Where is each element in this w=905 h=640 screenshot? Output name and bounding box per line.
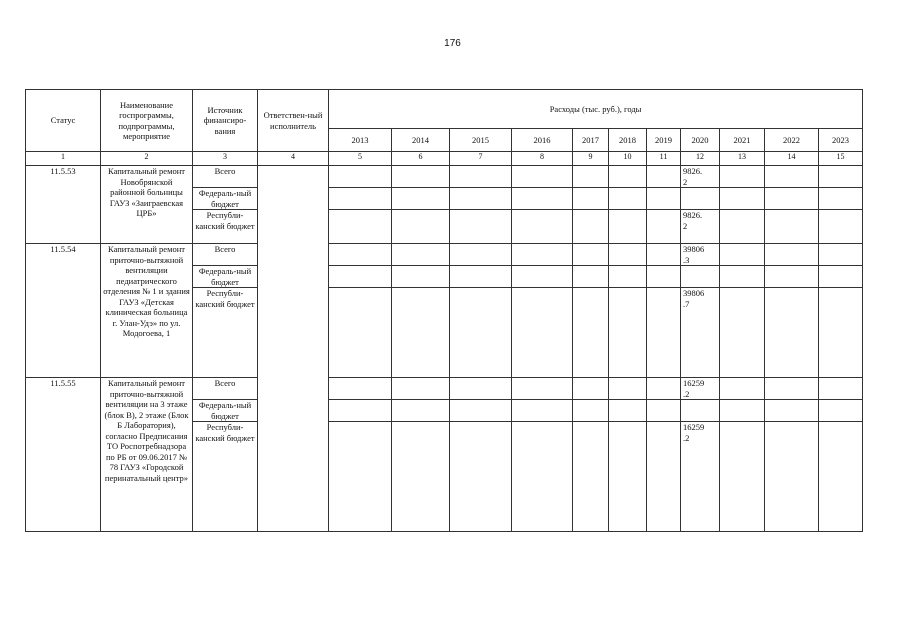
table-row: [26, 244, 863, 266]
header-responsible: Ответствен-ный исполнитель: [258, 90, 329, 152]
value-2020-cell: [681, 266, 720, 288]
value-cell: [512, 244, 573, 266]
value-cell: [647, 266, 681, 288]
header-year: 2022: [765, 129, 819, 152]
column-number: 5: [329, 152, 392, 166]
value-cell: [512, 288, 573, 378]
header-name: Наименование госпрограммы, подпрограммы, мероприятие: [101, 90, 193, 152]
value-cell: [819, 378, 863, 400]
value-cell: [512, 210, 573, 244]
value-cell: [512, 422, 573, 532]
value-cell: [573, 166, 609, 188]
value-cell: [609, 288, 647, 378]
value-cell: [720, 266, 765, 288]
value-cell: [609, 210, 647, 244]
value-cell: [450, 266, 512, 288]
value-cell: [647, 210, 681, 244]
value-cell: [609, 266, 647, 288]
column-number: 11: [647, 152, 681, 166]
value-cell: [573, 266, 609, 288]
value-cell: [765, 244, 819, 266]
value-cell: [609, 378, 647, 400]
source-cell: Всего: [193, 244, 258, 266]
value-cell: [765, 188, 819, 210]
value-cell: [819, 244, 863, 266]
status-cell: 11.5.55: [26, 378, 101, 532]
source-cell: Федераль-ный бюджет: [193, 400, 258, 422]
value-2020-cell: 39806 .3: [681, 244, 720, 266]
header-year: 2021: [720, 129, 765, 152]
value-cell: [329, 244, 392, 266]
value-cell: [512, 400, 573, 422]
column-number: 15: [819, 152, 863, 166]
value-cell: [392, 400, 450, 422]
value-cell: [819, 188, 863, 210]
value-cell: [609, 422, 647, 532]
column-number: 14: [765, 152, 819, 166]
value-2020-cell: [681, 400, 720, 422]
value-cell: [765, 378, 819, 400]
source-cell: Республи-канский бюджет: [193, 210, 258, 244]
value-2020-cell: 16259 .2: [681, 422, 720, 532]
value-2020-cell: 39806 .7: [681, 288, 720, 378]
value-cell: [329, 400, 392, 422]
value-cell: [450, 244, 512, 266]
column-number: 3: [193, 152, 258, 166]
value-cell: [573, 422, 609, 532]
value-cell: [647, 166, 681, 188]
value-cell: [512, 266, 573, 288]
value-cell: [647, 422, 681, 532]
value-cell: [819, 422, 863, 532]
header-year: 2019: [647, 129, 681, 152]
page-number: 176: [444, 38, 461, 49]
value-cell: [647, 244, 681, 266]
value-cell: [450, 400, 512, 422]
header-year: 2023: [819, 129, 863, 152]
value-cell: [609, 188, 647, 210]
name-cell: Капитальный ремонт приточно-вытяжной вентиляции педиатрического отделения № 1 и здания ГАУЗ «Детская клиническая больница г. Улан-Удэ» по ул. Модогоева, 1: [101, 244, 193, 378]
header-source: Источник финансиро-вания: [193, 90, 258, 152]
value-cell: [392, 210, 450, 244]
value-cell: [819, 288, 863, 378]
value-2020-cell: 9826. 2: [681, 210, 720, 244]
source-cell: Всего: [193, 166, 258, 188]
value-cell: [329, 378, 392, 400]
source-cell: Федераль-ный бюджет: [193, 188, 258, 210]
source-cell: Всего: [193, 378, 258, 400]
value-cell: [819, 266, 863, 288]
value-cell: [720, 400, 765, 422]
value-cell: [573, 210, 609, 244]
value-cell: [512, 378, 573, 400]
status-cell: 11.5.54: [26, 244, 101, 378]
source-cell: Республи-канский бюджет: [193, 422, 258, 532]
value-cell: [329, 266, 392, 288]
header-year: 2020: [681, 129, 720, 152]
value-cell: [392, 188, 450, 210]
value-cell: [329, 166, 392, 188]
header-year: 2017: [573, 129, 609, 152]
responsible-cell: [258, 166, 329, 532]
value-cell: [647, 288, 681, 378]
value-cell: [450, 188, 512, 210]
table-row: [26, 166, 863, 188]
value-cell: [450, 422, 512, 532]
value-cell: [720, 166, 765, 188]
column-number: 13: [720, 152, 765, 166]
value-cell: [329, 288, 392, 378]
value-cell: [392, 378, 450, 400]
value-cell: [573, 288, 609, 378]
value-cell: [765, 266, 819, 288]
value-2020-cell: [681, 188, 720, 210]
value-cell: [609, 400, 647, 422]
value-cell: [329, 210, 392, 244]
value-cell: [819, 166, 863, 188]
value-cell: [765, 400, 819, 422]
source-cell: Федераль-ный бюджет: [193, 266, 258, 288]
value-cell: [450, 378, 512, 400]
value-2020-cell: 9826. 2: [681, 166, 720, 188]
budget-table: [25, 89, 863, 532]
column-number: 12: [681, 152, 720, 166]
value-cell: [573, 244, 609, 266]
header-status: Статус: [26, 90, 101, 152]
column-number: 4: [258, 152, 329, 166]
value-cell: [819, 210, 863, 244]
header-year: 2013: [329, 129, 392, 152]
column-number: 7: [450, 152, 512, 166]
value-cell: [720, 244, 765, 266]
column-number: 8: [512, 152, 573, 166]
header-expenses: Расходы (тыс. руб.), годы: [329, 90, 863, 129]
value-cell: [720, 210, 765, 244]
header-year: 2016: [512, 129, 573, 152]
value-cell: [765, 166, 819, 188]
value-cell: [609, 166, 647, 188]
column-number: 1: [26, 152, 101, 166]
value-cell: [450, 210, 512, 244]
value-cell: [512, 188, 573, 210]
value-cell: [720, 288, 765, 378]
value-cell: [392, 422, 450, 532]
value-cell: [720, 378, 765, 400]
value-cell: [392, 244, 450, 266]
header-year: 2018: [609, 129, 647, 152]
name-cell: Капитальный ремонт Новобрянской районной больницы ГАУЗ «Заиграевская ЦРБ»: [101, 166, 193, 244]
value-cell: [647, 188, 681, 210]
value-cell: [765, 210, 819, 244]
value-cell: [392, 166, 450, 188]
value-2020-cell: 16259 .2: [681, 378, 720, 400]
column-number: 6: [392, 152, 450, 166]
value-cell: [450, 166, 512, 188]
table-row: [26, 378, 863, 400]
value-cell: [392, 288, 450, 378]
value-cell: [609, 244, 647, 266]
column-number: 2: [101, 152, 193, 166]
value-cell: [765, 422, 819, 532]
value-cell: [819, 400, 863, 422]
value-cell: [512, 166, 573, 188]
name-cell: Капитальный ремонт приточно-вытяжной вентиляции на 3 этаже (блок В), 2 этаже (Блок Б Лаборатория), согласно Предписания ТО Роспотребнадзора по РБ от 09.06.2017 № 78 ГАУЗ «Городской перинатальный центр»: [101, 378, 193, 532]
value-cell: [329, 188, 392, 210]
value-cell: [647, 400, 681, 422]
header-year: 2014: [392, 129, 450, 152]
value-cell: [573, 188, 609, 210]
value-cell: [329, 422, 392, 532]
value-cell: [450, 288, 512, 378]
source-cell: Республи-канский бюджет: [193, 288, 258, 378]
value-cell: [392, 266, 450, 288]
status-cell: 11.5.53: [26, 166, 101, 244]
column-number: 9: [573, 152, 609, 166]
column-number: 10: [609, 152, 647, 166]
value-cell: [647, 378, 681, 400]
value-cell: [720, 422, 765, 532]
value-cell: [573, 378, 609, 400]
header-year: 2015: [450, 129, 512, 152]
value-cell: [720, 188, 765, 210]
value-cell: [573, 400, 609, 422]
value-cell: [765, 288, 819, 378]
